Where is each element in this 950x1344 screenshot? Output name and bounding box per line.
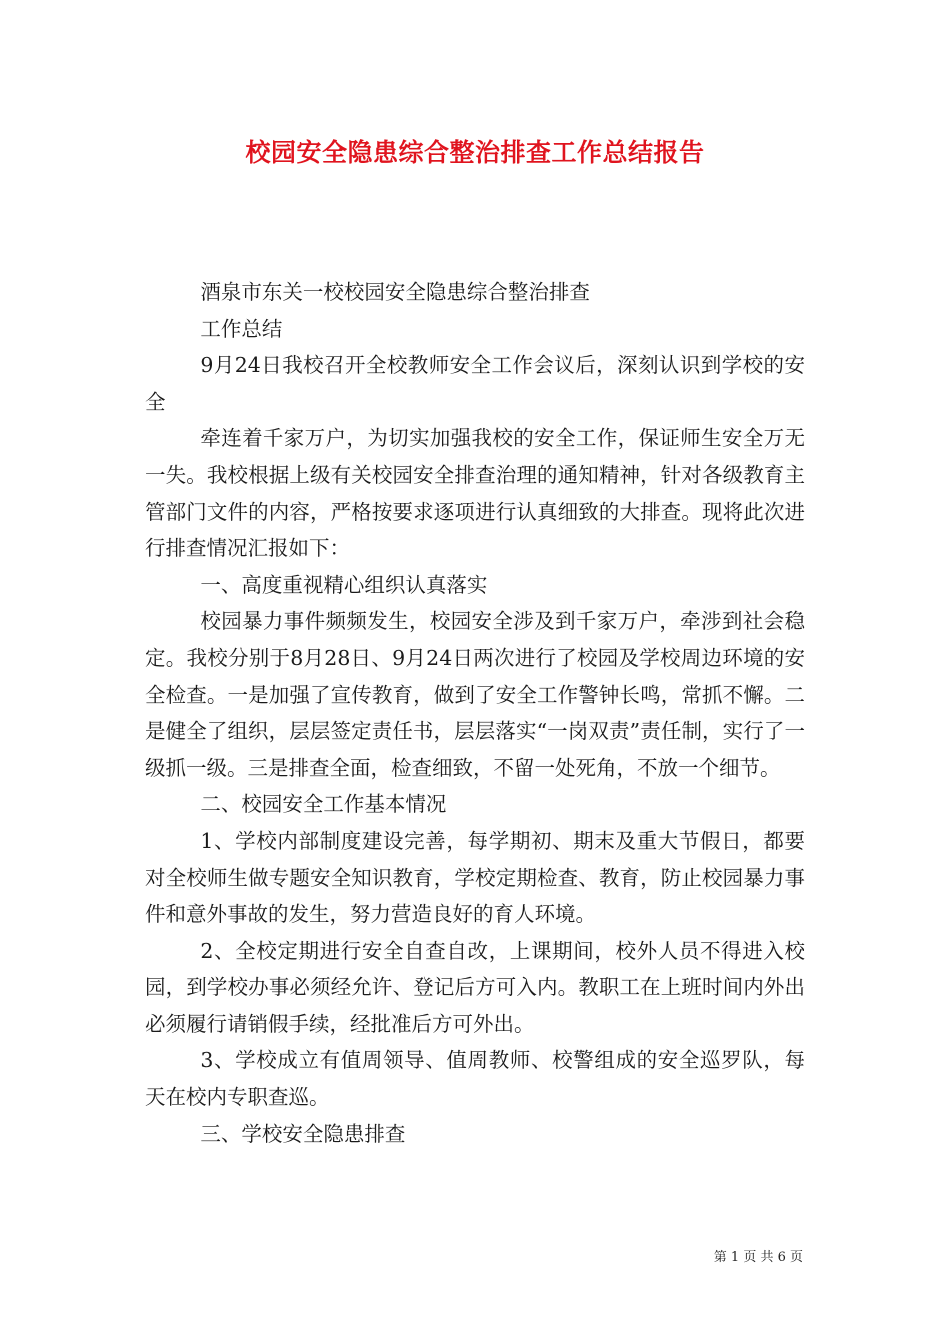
paragraph-item-2: 2、全校定期进行安全自查自改，上课期间，校外人员不得进入校园，到学校办事必须经允许、登记后方可入内。教职工在上班时间内外出必须履行请销假手续，经批准后方可外出。 — [145, 938, 805, 1036]
paragraph-item-1: 1、学校内部制度建设完善，每学期初、期末及重大节假日，都要对全校师生做专题安全知识教育，学校定期检查、教育，防止校园暴力事件和意外事故的发生，努力营造良好的育人环境。 — [145, 828, 805, 927]
document-title: 校园安全隐患综合整治排查工作总结报告 — [245, 138, 705, 167]
heading-section-2: 二、校园安全工作基本情况 — [200, 792, 447, 817]
paragraph-subtitle: 工作总结 — [200, 316, 283, 341]
page-number: 第 1 页 共 6 页 — [713, 1250, 803, 1265]
paragraph-school-name: 酒泉市东关一校校园安全隐患综合整治排查 — [200, 280, 590, 304]
heading-section-3: 三、学校安全隐患排查 — [200, 1121, 406, 1146]
document-body — [145, 274, 805, 1152]
paragraph-intro-continued: 牵连着千家万户，为切实加强我校的安全工作，保证师生安全万无一失。我校根据上级有关校园安全排查治理的通知精神，针对各级教育主管部门文件的内容，严格按要求逐项进行认真细致的大排查。现将此次进行排查情况汇报如下： — [145, 426, 805, 561]
paragraph-item-3: 3、学校成立有值周领导、值周教师、校警组成的安全巡罗队，每天在校内专职查巡。 — [145, 1048, 805, 1110]
paragraph-intro: 9月24日我校召开全校教师安全工作会议后，深刻认识到学校的安全 — [145, 353, 805, 414]
paragraph-section-1: 校园暴力事件频频发生，校园安全涉及到千家万户，牵涉到社会稳定。我校分别于8月28日、9月24日两次进行了校园及学校周边环境的安全检查。一是加强了宣传教育，做到了安全工作警钟长鸣，常抓不懈。二是健全了组织，层层签定责任书，层层落实“一岗双责”责任制，实行了一级抓一级。三是排查全面，检查细致，不留一处死角，不放一个细节。 — [145, 609, 805, 780]
heading-section-1: 一、高度重视精心组织认真落实 — [200, 572, 488, 597]
